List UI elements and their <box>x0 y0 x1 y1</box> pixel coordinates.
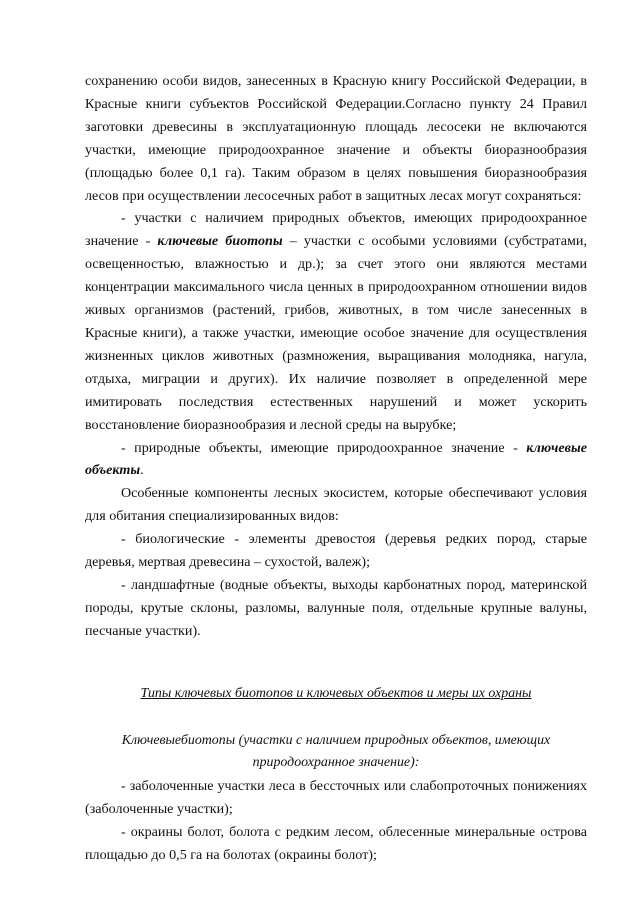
section-heading: Типы ключевых биотопов и ключевых объектов и меры их охраны <box>140 685 532 701</box>
paragraph-key-objects <box>85 437 587 483</box>
paragraph-biological: - биологические - элементы древостоя (деревья редких пород, старые деревья, мертвая древесина – сухостой, валеж); <box>85 531 587 571</box>
paragraph-key-biotopes-start: - участки с наличием природных объектов, имеющих природоохранное значение - <box>85 210 587 250</box>
section-subheading: Ключевыебиотопы (участки с наличием природных объектов, имеющих природоохранное значение): <box>121 732 551 771</box>
list-item-bog-edges: - окраины болот, болота с редким лесом, облесенные минеральные острова площадью до 0,5 га на болотах (окраины болот); <box>85 824 587 864</box>
term-key-biotopes: ключевые биотопы <box>157 233 283 250</box>
paragraph-key-objects-start: - природные объекты, имеющие природоохранное значение - <box>121 439 527 456</box>
paragraph-key-biotopes <box>85 207 587 436</box>
list-item-waterlogged: - заболоченные участки леса в бессточных или слабопроточных понижениях (заболоченные участки); <box>85 778 587 818</box>
paragraph-landscape: - ландшафтные (водные объекты, выходы карбонатных пород, материнской породы, крутые склоны, разломы, валунные поля, отдельные крупные валуны, песчаные участки). <box>85 576 587 639</box>
paragraph-key-biotopes-end: – участки с особыми условиями (субстратами, освещенностью, влажностью и др.); за счет этого они являются местами концентрации максимального числа ценных в природоохранном отношении видов живых организмов (растений, грибов, животных, в том числе занесенных в Красные книги), а также участки, имеющие особое значение для осуществления жизненных циклов животных (размножения, выращивания молодняка, нагула, отдыха, миграции и других). Их наличие позволяет в определенной мере имитировать последствия естественных нарушений и может ускорить восстановление биоразнообразия и лесной среды на вырубке; <box>85 233 587 433</box>
document-page <box>85 70 587 867</box>
paragraph-key-objects-end: . <box>140 462 144 479</box>
term-key-objects: ключевые объекты <box>85 439 587 479</box>
paragraph-intro: сохранению особи видов, занесенных в Красную книгу Российской Федерации, в Красные книги субъектов Российской Федерации.Согласно пункту 24 Правил заготовки древесины в эксплуатационную площадь лесосеки не включаются участки, имеющие природоохранное значение и объекты биоразнообразия (площадью более 0,1 га). Таким образом в целях повышения биоразнообразия лесов при осуществлении лесосечных работ в защитных лесах могут сохраняться: <box>85 73 587 204</box>
paragraph-components: Особенные компоненты лесных экосистем, которые обеспечивают условия для обитания специализированных видов: <box>85 485 587 525</box>
